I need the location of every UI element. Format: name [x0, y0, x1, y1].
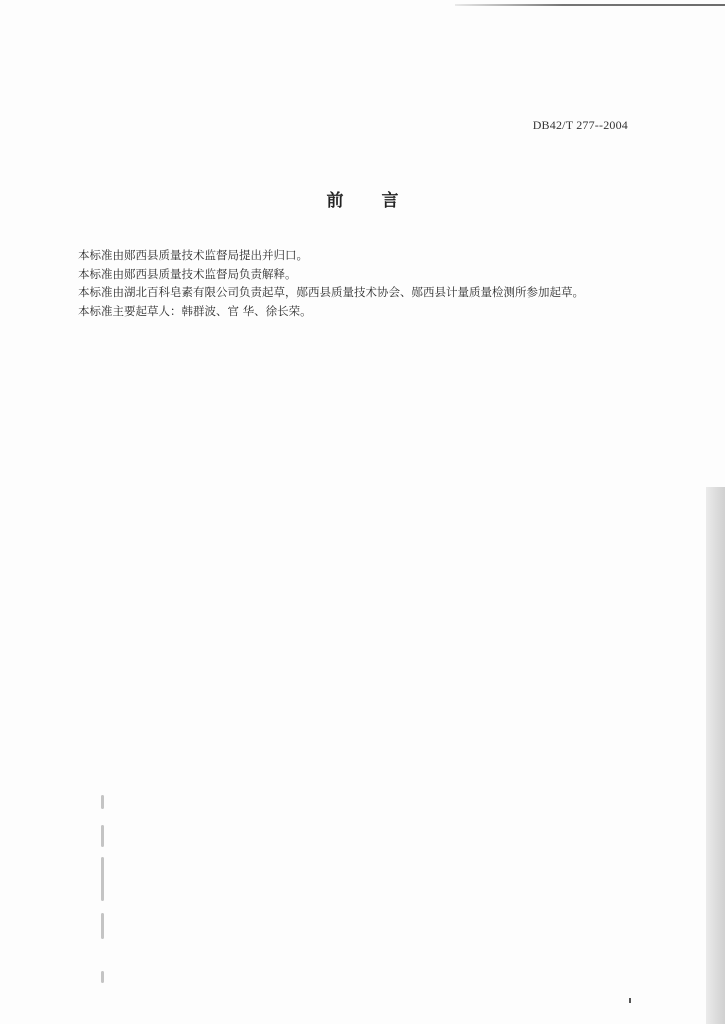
paragraph-drafters: 本标准主要起草人：韩群波、官 华、徐长荣。 [78, 303, 312, 318]
page-title: 前言 [326, 191, 437, 211]
paragraph-drafters-org: 本标准由湖北百科皂素有限公司负责起草，郧西县质量技术协会、郧西县计量质量检测所参加起草。 [78, 285, 584, 299]
page-mark [629, 998, 631, 1003]
scan-edge-line [455, 4, 725, 6]
scan-edge-shadow [706, 487, 725, 1024]
paragraph-proposer: 本标准由郧西县质量技术监督局提出并归口。 [78, 248, 308, 262]
paragraph-interpreter: 本标准由郧西县质量技术监督局负责解释。 [78, 266, 297, 281]
body-text [78, 246, 648, 320]
document-number: DB42/T 277--2004 [532, 118, 628, 132]
scan-speckles [98, 795, 108, 985]
